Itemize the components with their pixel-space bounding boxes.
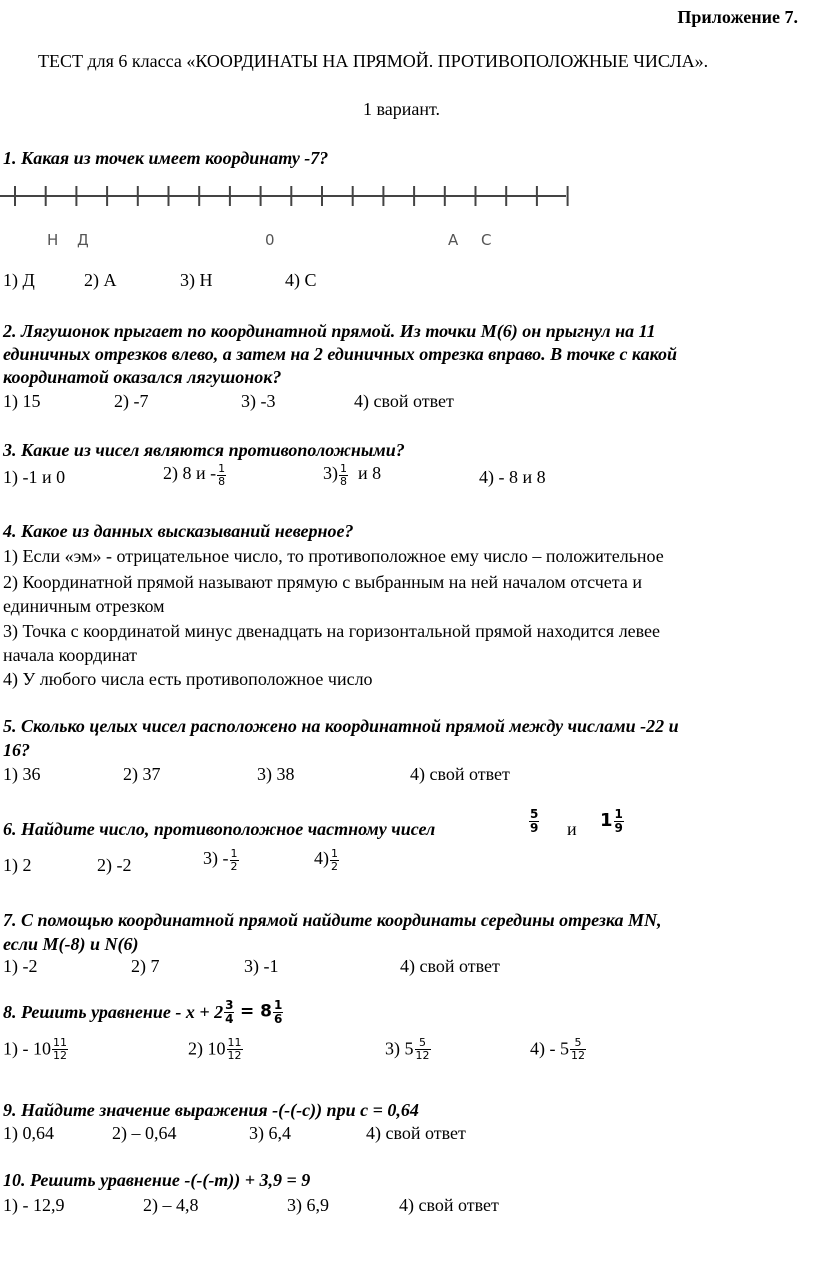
number-line — [0, 178, 580, 218]
q9-option-2: 2) – 0,64 — [112, 1123, 177, 1143]
q1-text: 1. Какая из точек имеет координату -7? — [3, 148, 329, 168]
fraction-numerator: 1 — [218, 462, 226, 475]
q5-option-3: 3) 38 — [257, 764, 295, 784]
fraction — [529, 808, 539, 834]
fraction-numerator: 1 — [273, 998, 283, 1012]
q7-option-4: 4) свой ответ — [400, 956, 500, 976]
fraction-denominator: 8 — [340, 474, 347, 488]
q2-text-line3: координатой оказался лягушонок? — [3, 367, 282, 387]
q7-text-line2: если М(-8) и N(6) — [3, 934, 139, 954]
q7-text-line1: 7. С помощью координатной прямой найдите координаты середины отрезка MN, — [3, 910, 662, 930]
fraction-numerator: 11 — [53, 1036, 67, 1049]
q9-option-4: 4) свой ответ — [366, 1123, 466, 1143]
fraction-denominator: 12 — [53, 1048, 67, 1062]
q10-option-3: 3) 6,9 — [287, 1195, 329, 1215]
fraction-denominator: 2 — [230, 859, 238, 873]
fraction-denominator: 9 — [614, 820, 623, 835]
q3-text: 3. Какие из чисел являются противоположными? — [3, 440, 405, 460]
point-zero-label: 0 — [265, 231, 275, 249]
q10-option-1: 1) - 12,9 — [3, 1195, 65, 1215]
q5-option-4: 4) свой ответ — [410, 764, 510, 784]
q8-equation — [3, 999, 284, 1025]
fraction-numerator: 5 — [570, 1037, 586, 1050]
fraction-numerator: 1 — [230, 847, 238, 860]
q5-option-2: 2) 37 — [123, 764, 161, 784]
fraction — [415, 1037, 431, 1061]
fraction — [217, 463, 226, 487]
variant-label: 1 вариант. — [363, 99, 441, 119]
fraction-denominator: 12 — [227, 1048, 242, 1062]
q6-option-3-text: 3) - — [203, 848, 229, 869]
q6-fraction-2 — [600, 808, 625, 834]
q6-option-4 — [314, 848, 340, 872]
q4-option-3-line1: 3) Точка с координатой минус двенадцать на горизонтальной прямой находится левее — [3, 621, 661, 641]
fraction — [330, 848, 339, 872]
q2-option-3: 3) -3 — [241, 391, 276, 411]
q5-text-line1: 5. Сколько целых чисел расположено на координатной прямой между числами -22 и — [3, 716, 679, 736]
fraction-numerator: 5 — [415, 1037, 431, 1050]
fraction-numerator: 1 — [331, 847, 338, 860]
fraction — [230, 848, 239, 872]
q8-option-1 — [3, 1037, 69, 1061]
q6-option-3 — [203, 848, 240, 872]
fraction-numerator: 3 — [225, 998, 234, 1012]
q7-option-2: 2) 7 — [131, 956, 160, 976]
point-a-label: А — [448, 231, 459, 249]
q10-option-4: 4) свой ответ — [399, 1195, 499, 1215]
q1-option-2: 2) А — [84, 270, 117, 290]
point-c-label: С — [481, 231, 492, 249]
q8-option-1-text: 1) - 10 — [3, 1038, 51, 1059]
q2-text-line2: единичных отрезков влево, а затем на 2 единичных отрезка вправо. В точке с какой — [3, 344, 678, 364]
fraction-numerator: 1 — [614, 807, 623, 821]
q3-option-4: 4) - 8 и 8 — [479, 467, 546, 487]
appendix-label: Приложение 7. — [677, 7, 798, 27]
fraction-denominator: 12 — [415, 1048, 430, 1062]
q6-option-4-text: 4) — [314, 848, 329, 869]
q8-text: 8. Решить уравнение - х + 2 — [3, 1001, 224, 1022]
fraction-denominator: 12 — [571, 1048, 585, 1062]
q4-option-3-line2: начала координат — [3, 645, 137, 665]
q4-option-4: 4) У любого числа есть противоположное число — [3, 669, 373, 689]
q1-option-4: 4) С — [285, 270, 317, 290]
q6-and: и — [567, 819, 577, 839]
q4-option-1: 1) Если «эм» - отрицательное число, то противоположное ему число – положительное — [3, 546, 664, 566]
q3-option-3 — [323, 463, 381, 487]
q6-option-1: 1) 2 — [3, 855, 32, 875]
fraction — [52, 1037, 68, 1061]
q8-option-3-text: 3) 5 — [385, 1038, 414, 1059]
q4-option-2-line1: 2) Координатной прямой называют прямую с выбранным на ней началом отсчета и — [3, 572, 642, 592]
q10-text: 10. Решить уравнение -(-(-m)) + 3,9 = 9 — [3, 1170, 311, 1190]
q8-option-4 — [530, 1037, 587, 1061]
q4-text: 4. Какое из данных высказываний неверное? — [3, 521, 354, 541]
q3-option-3-text: и 8 — [358, 463, 382, 484]
q3-option-3-number: 3) — [323, 463, 338, 484]
fraction — [339, 463, 348, 487]
fraction — [227, 1037, 243, 1061]
q3-option-2-text: 2) 8 и - — [163, 463, 217, 484]
q8-option-2 — [188, 1037, 244, 1061]
q8-option-4-text: 4) - 5 — [530, 1038, 569, 1059]
q3-option-1: 1) -1 и 0 — [3, 467, 66, 487]
q9-text: 9. Найдите значение выражения -(-(-с)) при с = 0,64 — [3, 1100, 419, 1120]
q9-option-1: 1) 0,64 — [3, 1123, 54, 1143]
q8-option-3 — [385, 1037, 432, 1061]
q8-option-2-text: 2) 10 — [188, 1038, 226, 1059]
q5-option-1: 1) 36 — [3, 764, 41, 784]
q1-option-3: 3) Н — [180, 270, 213, 290]
q2-option-4: 4) свой ответ — [354, 391, 454, 411]
fraction — [273, 999, 283, 1025]
fraction-denominator: 2 — [331, 859, 338, 873]
q6-text: 6. Найдите число, противоположное частному чисел — [3, 819, 436, 839]
mixed-whole: 1 — [600, 809, 613, 831]
fraction-numerator: 5 — [530, 807, 539, 821]
q6-option-2: 2) -2 — [97, 855, 132, 875]
q4-option-2-line2: единичным отрезком — [3, 596, 165, 616]
fraction-denominator: 8 — [218, 474, 226, 488]
q10-option-2: 2) – 4,8 — [143, 1195, 199, 1215]
q5-text-line2: 16? — [3, 740, 30, 760]
q2-text-line1: 2. Лягушонок прыгает по координатной прямой. Из точки М(6) он прыгнул на 11 — [3, 321, 656, 341]
point-d-label: Д — [77, 231, 89, 249]
equals-sign: = 8 — [239, 1001, 272, 1022]
q6-fraction-1 — [528, 808, 540, 834]
fraction-numerator: 1 — [340, 462, 347, 475]
q2-option-1: 1) 15 — [3, 391, 41, 411]
q3-option-2 — [163, 463, 227, 487]
q7-option-1: 1) -2 — [3, 956, 38, 976]
q9-option-3: 3) 6,4 — [249, 1123, 291, 1143]
fraction-denominator: 4 — [225, 1011, 234, 1026]
fraction-denominator: 6 — [273, 1011, 283, 1026]
fraction — [224, 999, 234, 1025]
q2-option-2: 2) -7 — [114, 391, 149, 411]
point-h-label: Н — [47, 231, 59, 249]
fraction — [570, 1037, 586, 1061]
q1-option-1: 1) Д — [3, 270, 35, 290]
fraction-denominator: 9 — [530, 820, 539, 835]
test-title: ТЕСТ для 6 класса «КООРДИНАТЫ НА ПРЯМОЙ. ПРОТИВОПОЛОЖНЫЕ ЧИСЛА». — [38, 51, 709, 71]
q7-option-3: 3) -1 — [244, 956, 279, 976]
fraction — [614, 808, 624, 834]
fraction-numerator: 11 — [227, 1036, 242, 1049]
